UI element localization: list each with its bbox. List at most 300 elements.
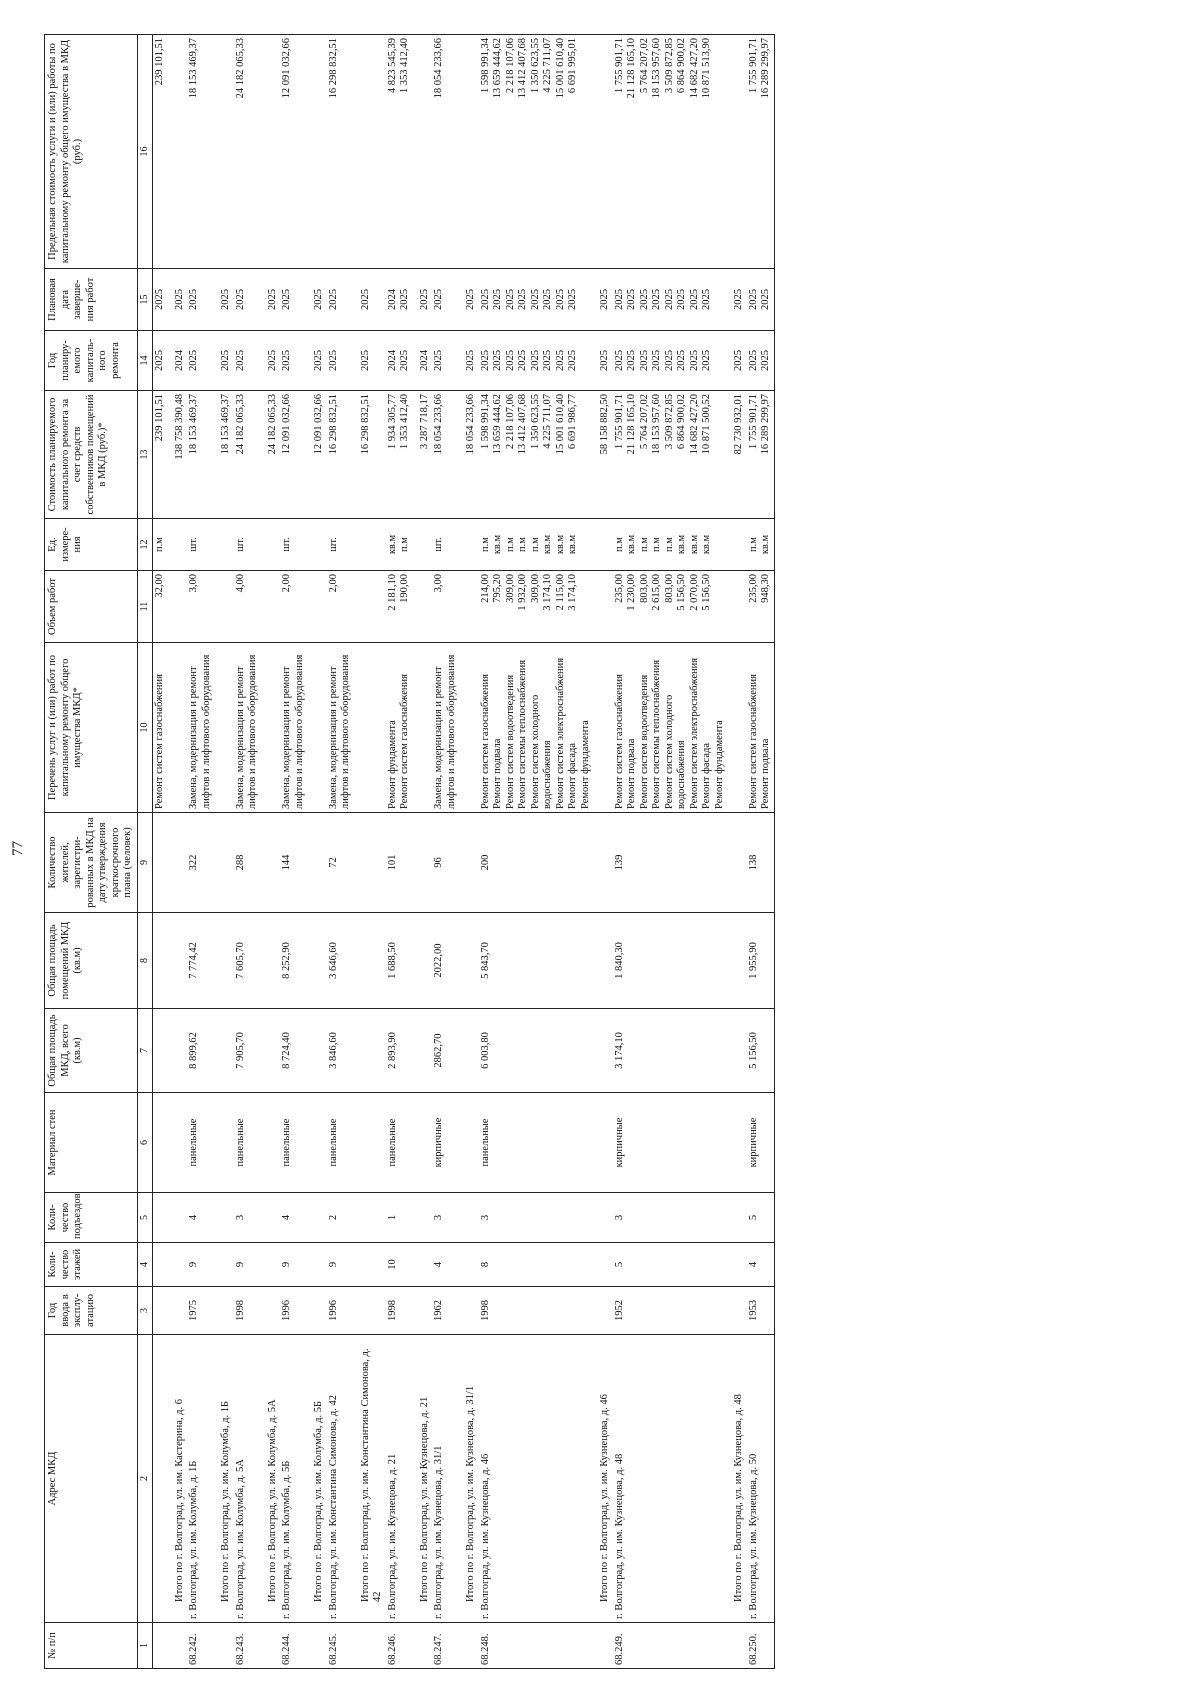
total-date: 2025 [413,269,433,331]
address: г. Волгоград, ул. им. Колумба, д. 5Б [280,1335,307,1623]
entrances: 4 [280,1193,307,1243]
empty-cell [413,35,433,269]
floors: 9 [234,1243,261,1287]
entrances: 3 [432,1193,459,1243]
column-header: Предельная стоимость услуги и (или) работы по капитальному ремонту общего имущества в МКД (руб.) [45,35,138,269]
empty-cell [214,1623,234,1669]
works-item: Ремонт подвала [492,738,503,809]
empty-cell [593,1623,613,1669]
wall-material: панельные [280,1093,307,1193]
years-item: 2025 [479,350,491,371]
volumes-item: 5 156,50 [701,574,712,611]
units-item: кв.м [626,534,637,555]
units-item: п.м [517,537,528,552]
floors: 5 [613,1243,728,1287]
empty-cell [354,1623,386,1669]
cell-volumes [280,571,307,643]
empty-cell [168,1623,188,1669]
empty-cell [413,1009,433,1093]
column-number: 1 [137,1623,153,1669]
empty-cell [168,519,188,571]
empty-cell [593,643,613,813]
empty-cell [307,1093,327,1193]
empty-cell [261,1093,281,1193]
costs-item: 21 128 165,10 [626,394,637,455]
column-number: 5 [137,1193,153,1243]
empty-cell [168,1093,188,1193]
works-item: Замена, модернизация и ремонт лифтов и лифтового оборудования [234,654,258,809]
empty-cell [727,913,747,1009]
limits-item: 18 153 957,60 [651,38,662,99]
limits-item: 13 659 444,62 [492,38,503,99]
address: г. Волгоград, ул. им. Кузнецова, д. 46 [479,1335,594,1623]
empty-cell [168,571,188,643]
column-number: 13 [137,391,153,519]
column-number: 14 [137,331,153,391]
empty-cell [214,35,234,269]
limits-item: 1 755 901,71 [613,38,625,94]
address: г. Волгоград, ул. им. Константина Симонова, д. 42 [327,1335,354,1623]
column-number: 8 [137,913,153,1009]
address: г. Волгоград, ул. им. Колумба, д. 5А [234,1335,261,1623]
limits-item: 15 001 610,40 [554,38,566,99]
cell-years [327,331,354,391]
total-cost: 24 182 065,33 [261,391,281,519]
costs-item: 2 218 107,06 [504,394,516,450]
cell-limits [327,35,354,269]
cell-volumes [153,571,168,643]
column-header: Ед. измере-ния [45,519,138,571]
works-item: Ремонт систем водоотведения [638,674,650,809]
years-item: 2025 [554,350,566,371]
total-cost: 18 054 233,66 [459,391,479,519]
volumes-item: 5 156,50 [676,574,687,611]
works-item: Ремонт систем газоснабжения [613,674,625,809]
units-item: п.м [154,537,165,552]
wall-material: панельные [386,1093,413,1193]
empty-cell [153,1093,168,1193]
cell-units [280,519,307,571]
row-number: 68.250. [747,1623,775,1669]
empty-cell [261,1243,281,1287]
row-number: 68.243. [234,1623,261,1669]
empty-cell [593,519,613,571]
cell-dates [747,269,775,331]
dates-item: 2025 [188,289,199,310]
empty-cell [307,571,327,643]
dates-item: 2025 [517,289,528,310]
dates-item: 2025 [747,289,759,310]
column-header: Коли-чество подъездов [45,1193,138,1243]
empty-cell [168,813,188,913]
costs-item: 1 934 305,77 [386,394,398,450]
column-header: Год планиру-емого капиталь-ного ремонта [45,331,138,391]
cell-works [280,643,307,813]
costs-item: 24 182 065,33 [234,394,246,455]
empty-cell [413,1193,433,1243]
cell-units [153,519,168,571]
volumes-item: 214,00 [479,574,491,603]
table-row [432,35,459,1669]
dates-item: 2025 [433,289,444,310]
floors: 9 [327,1243,354,1287]
volumes-item: 3 174,10 [567,574,578,611]
empty-cell [153,1243,168,1287]
dates-item: 2025 [638,289,650,310]
area-rooms: 8 252,90 [280,913,307,1009]
empty-cell [214,519,234,571]
works-item: Ремонт систем электроснабжения [554,657,566,809]
empty-cell [307,643,327,813]
empty-cell [354,1243,386,1287]
volumes-item: 2 115,00 [554,574,566,611]
cell-dates [153,269,168,331]
total-cost: 16 298 832,51 [354,391,386,519]
address: г. Волгоград, ул. им. Кузнецова, д. 31/1 [432,1335,459,1623]
dates-item: 2025 [327,289,339,310]
area-total: 3 174,10 [613,1009,728,1093]
years-item: 2025 [542,350,553,371]
total-row [307,35,327,1669]
floors: 9 [187,1243,214,1287]
units-item: п.м [479,537,491,552]
works-item: Ремонт фасада [701,742,712,809]
empty-cell [307,1623,327,1669]
empty-cell [261,813,281,913]
volumes-item: 2,00 [327,574,339,593]
cell-limits [479,35,594,269]
empty-cell [413,1287,433,1335]
empty-cell [593,1287,613,1335]
cell-works [153,643,168,813]
cell-limits [153,35,168,269]
volumes-item: 948,30 [760,574,771,603]
table-row [613,35,728,1669]
wall-material: кирпичные [432,1093,459,1193]
years-item: 2025 [626,350,637,371]
dates-item: 2025 [651,289,662,310]
empty-cell [153,813,168,913]
empty-cell [593,913,613,1009]
empty-cell [727,813,747,913]
year-built: 1998 [234,1287,261,1335]
works-item: Ремонт систем холодного водоснабжения [529,694,553,809]
column-header: Коли-чество этажей [45,1243,138,1287]
row-number: 68.244. [280,1623,307,1669]
limits-item: 16 289 299,97 [760,38,771,99]
years-item: 2025 [281,350,292,371]
empty-cell [413,1623,433,1669]
column-number: 6 [137,1093,153,1193]
floors: 8 [479,1243,594,1287]
year-built: 1998 [386,1287,413,1335]
works-item: Ремонт систем электроснабжения [688,657,700,809]
years-item: 2025 [613,350,625,371]
units-item: кв.м [760,534,771,555]
area-rooms: 2022,00 [432,913,459,1009]
empty-cell [459,643,479,813]
column-header: Плановая дата заверше-ния работ [45,269,138,331]
units-item: кв.м [701,534,712,555]
empty-cell [261,913,281,1009]
repair-plan-table [44,34,775,1669]
total-cost: 138 758 390,48 [168,391,188,519]
total-date: 2025 [459,269,479,331]
dates-item: 2025 [542,289,553,310]
costs-item: 1 353 412,40 [399,394,410,450]
cell-units [187,519,214,571]
empty-cell [354,813,386,913]
total-year: 2024 [413,331,433,391]
costs-item: 16 289 299,97 [760,394,771,455]
empty-cell [307,1193,327,1243]
empty-cell [261,1623,281,1669]
row-number: 68.249. [613,1623,728,1669]
empty-cell [214,1193,234,1243]
column-number: 10 [137,643,153,813]
works-item: Замена, модернизация и ремонт лифтов и лифтового оборудования [433,654,457,809]
floors: 4 [747,1243,775,1287]
column-number: 16 [137,35,153,269]
wall-material: панельные [234,1093,261,1193]
total-label: Итого по г. Волгоград, ул. им. Кузнецова, д. 48 [727,1335,747,1623]
empty-cell [459,1623,479,1669]
residents: 138 [747,813,775,913]
total-year: 2025 [459,331,479,391]
empty-cell [593,35,613,269]
area-total: 6 003,80 [479,1009,594,1093]
column-number: 15 [137,269,153,331]
limits-item: 6 864 900,02 [676,38,687,94]
cell-limits [187,35,214,269]
costs-item: 12 091 032,66 [281,394,292,455]
years-item: 2025 [399,350,410,371]
empty-cell [307,519,327,571]
empty-cell [261,1009,281,1093]
years-item: 2025 [663,350,675,371]
total-year: 2025 [727,331,747,391]
residents: 101 [386,813,413,913]
volumes-item: 2 615,00 [651,574,662,611]
column-header: Общая площадь помещений МКД (кв.м) [45,913,138,1009]
total-label: Итого по г. Волгоград, ул. им. Кузнецова, д. 31/1 [459,1335,479,1623]
total-label: Итого по г. Волгоград, ул. им. Колумба, д. 5Б [307,1335,327,1623]
column-header: № п/п [45,1623,138,1669]
cell-costs [153,391,168,519]
empty-cell [593,1093,613,1193]
empty-cell [153,1193,168,1243]
cell-volumes [386,571,413,643]
address: г. Волгоград, ул. им. Колумба, д. 1Б [187,1335,214,1623]
total-cost: 3 287 718,17 [413,391,433,519]
volumes-item: 2 181,10 [386,574,398,611]
empty-cell [307,1243,327,1287]
empty-cell [261,35,281,269]
total-cost: 58 158 882,50 [593,391,613,519]
cell-years [187,331,214,391]
works-item: Ремонт подвала [760,738,771,809]
cell-units [432,519,459,571]
row-number: 68.242. [187,1623,214,1669]
empty-cell [214,571,234,643]
area-total: 5 156,50 [747,1009,775,1093]
empty-cell [261,1193,281,1243]
cell-works [747,643,775,813]
limits-item: 24 182 065,33 [234,38,246,99]
area-rooms: 1 688,50 [386,913,413,1009]
total-row [168,35,188,1669]
costs-item: 5 764 207,02 [638,394,650,450]
empty-cell [459,913,479,1009]
dates-item: 2025 [504,289,516,310]
cell-volumes [234,571,261,643]
costs-item: 13 412 407,68 [517,394,528,455]
wall-material: кирпичные [747,1093,775,1193]
empty-cell [307,1287,327,1335]
limits-item: 12 091 032,66 [281,38,292,99]
empty-cell [459,813,479,913]
dates-item: 2025 [676,289,687,310]
empty-cell [153,1335,168,1623]
row-number: 68.245. [327,1623,354,1669]
works-item: Замена, модернизация и ремонт лифтов и лифтового оборудования [188,654,212,809]
cell-years [479,331,594,391]
cell-costs [187,391,214,519]
row-number: 68.247. [432,1623,459,1669]
total-row [413,35,433,1669]
cell-limits [280,35,307,269]
total-year: 2025 [354,331,386,391]
year-built: 1975 [187,1287,214,1335]
total-row [593,35,613,1669]
cell-limits [386,35,413,269]
empty-cell [727,1093,747,1193]
volumes-item: 190,00 [399,574,410,603]
volumes-item: 3,00 [188,574,199,593]
dates-item: 2025 [281,289,292,310]
costs-item: 6 691 986,77 [567,394,578,450]
total-label: Итого по г. Волгоград, ул. им. Колумба, д. 5А [261,1335,281,1623]
empty-cell [354,913,386,1009]
floors: 9 [280,1243,307,1287]
units-item: кв.м [386,534,398,555]
cell-works [327,643,354,813]
years-item: 2025 [701,350,712,371]
empty-cell [307,35,327,269]
limits-item: 21 128 165,10 [626,38,637,99]
empty-cell [459,1009,479,1093]
cell-years [386,331,413,391]
dates-item: 2025 [479,289,491,310]
cell-costs [432,391,459,519]
years-item: 2025 [651,350,662,371]
empty-cell [727,571,747,643]
address: г. Волгоград, ул. им. Кузнецова, д. 50 [747,1335,775,1623]
works-item: Ремонт фундамента [713,720,725,809]
volumes-item: 1 230,00 [626,574,637,611]
dates-item: 2025 [701,289,712,310]
volumes-item: 795,20 [492,574,503,603]
empty-cell [307,1009,327,1093]
units-item: п.м [613,537,625,552]
empty-cell [593,1009,613,1093]
column-number: 3 [137,1287,153,1335]
cell-costs [280,391,307,519]
costs-item: 16 298 832,51 [327,394,339,455]
cell-works [479,643,594,813]
cell-years [747,331,775,391]
costs-item: 1 755 901,71 [613,394,625,450]
total-year: 2025 [593,331,613,391]
empty-cell [153,1287,168,1335]
empty-cell [413,1093,433,1193]
cell-costs [613,391,728,519]
empty-cell [214,1093,234,1193]
year-built: 1996 [280,1287,307,1335]
volumes-item: 3,00 [433,574,444,593]
empty-cell [459,1193,479,1243]
empty-cell [214,1009,234,1093]
units-item: шт. [281,537,292,552]
units-item: шт. [188,537,199,552]
area-rooms: 1 840,30 [613,913,728,1009]
cell-limits [234,35,261,269]
table-row [327,35,354,1669]
empty-cell [727,643,747,813]
years-item: 2025 [760,350,771,371]
total-label: Итого по г. Волгоград, ул. им. Кастерина, д. 6 [168,1335,188,1623]
table-header-row [45,35,138,1669]
total-row [261,35,281,1669]
empty-cell [214,913,234,1009]
year-built: 1996 [327,1287,354,1335]
entrances: 2 [327,1193,354,1243]
cell-limits [613,35,728,269]
costs-item: 1 350 623,55 [529,394,541,450]
works-item: Замена, модернизация и ремонт лифтов и лифтового оборудования [281,654,305,809]
empty-cell [459,1243,479,1287]
years-item: 2025 [492,350,503,371]
volumes-item: 309,00 [504,574,516,603]
row-number: 68.246. [386,1623,413,1669]
limits-item: 1 755 901,71 [747,38,759,94]
cell-units [479,519,594,571]
cell-dates [386,269,413,331]
address: г. Волгоград, ул. им. Кузнецова, д. 21 [386,1335,413,1623]
residents: 200 [479,813,594,913]
total-date: 2025 [307,269,327,331]
entrances: 3 [613,1193,728,1243]
area-rooms: 7 605,70 [234,913,261,1009]
total-year: 2025 [261,331,281,391]
year-built: 1952 [613,1287,728,1335]
volumes-item: 3 174,10 [542,574,553,611]
years-item: 2025 [676,350,687,371]
area-rooms: 5 843,70 [479,913,594,1009]
years-item: 2025 [154,350,165,371]
column-header: Перечень услуг и (или) работ по капитальному ремонту общего имущества МКД* [45,643,138,813]
area-total: 8 899,62 [187,1009,214,1093]
units-item: кв.м [688,534,700,555]
empty-cell [413,813,433,913]
limits-item: 2 218 107,06 [504,38,516,94]
limits-item: 5 764 207,02 [638,38,650,94]
page-number: 77 [10,841,26,856]
area-rooms: 1 955,90 [747,913,775,1009]
years-item: 2024 [386,350,398,371]
works-item: Ремонт систем газоснабжения [399,674,410,809]
column-number: 4 [137,1243,153,1287]
